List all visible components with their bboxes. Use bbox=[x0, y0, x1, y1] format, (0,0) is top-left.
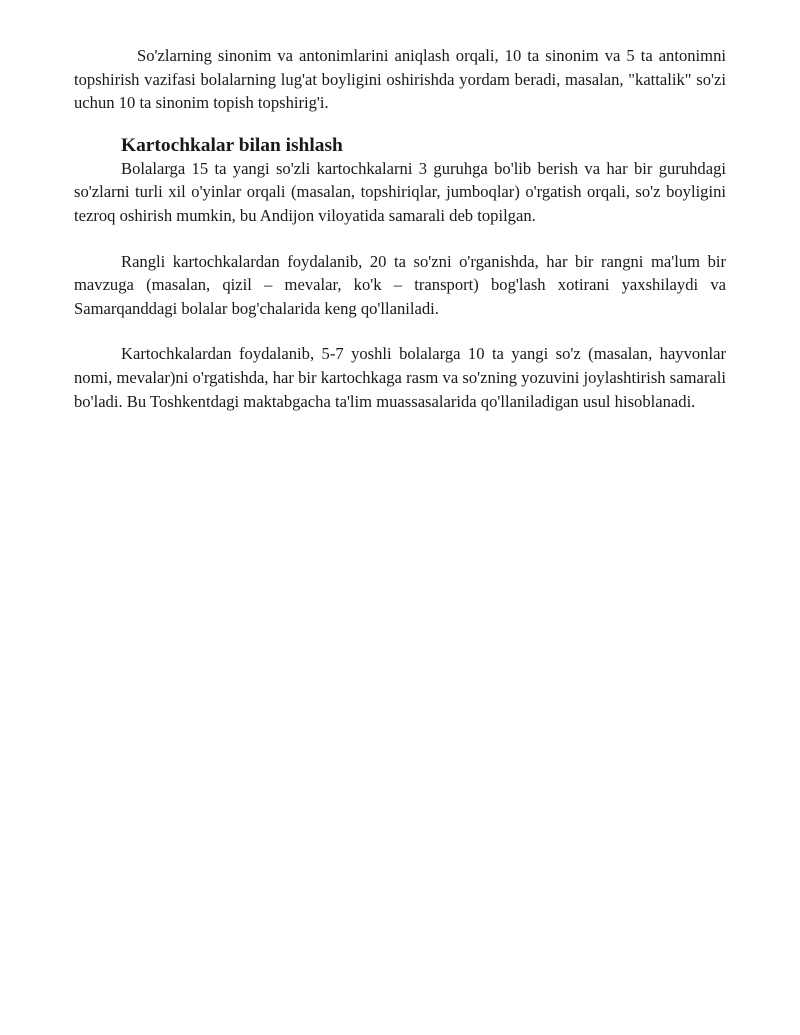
section-heading: Kartochkalar bilan ishlash bbox=[121, 134, 343, 156]
section-paragraph-1: Bolalarga 15 ta yangi so'zli kartochkalarni 3 guruhga bo'lib berish va har bir guruhdagi so'zlarni turli xil o'yinlar orqali (masalan, topshiriqlar, jumboqlar) o'rgatish orqali, so'z boyligini tezroq oshirish mumkin, bu Andijon viloyatida samarali deb topilgan. bbox=[74, 158, 726, 225]
intro-paragraph: So'zlarning sinonim va antonimlarini aniqlash orqali, 10 ta sinonim va 5 ta antonimni topshirish vazifasi bolalarning lug'at boyligini oshirishda yordam beradi, masalan, "kattalik" so'zi uchun 10 ta sinonim topish topshirig'i. bbox=[74, 46, 726, 113]
section-paragraph-3: Kartochkalardan foydalanib, 5-7 yoshli bolalarga 10 ta yangi so'z (masalan, hayvonlar nomi, mevalar)ni o'rgatishda, har bir kartochkaga rasm va so'zning yozuvini joylashtirish samarali bo'ladi. Bu Toshkentdagi maktabgacha ta'lim muassasalarida qo'llaniladigan usul hisoblanadi. bbox=[74, 344, 726, 411]
document-page bbox=[74, 44, 726, 413]
section-paragraph-2: Rangli kartochkalardan foydalanib, 20 ta so'zni o'rganishda, har bir rangni ma'lum bir mavzuga (masalan, qizil – mevalar, ko'k – transport) bog'lash xotirani yaxshilaydi va Samarqanddagi bolalar bog'chalarida keng qo'llaniladi. bbox=[74, 251, 726, 318]
